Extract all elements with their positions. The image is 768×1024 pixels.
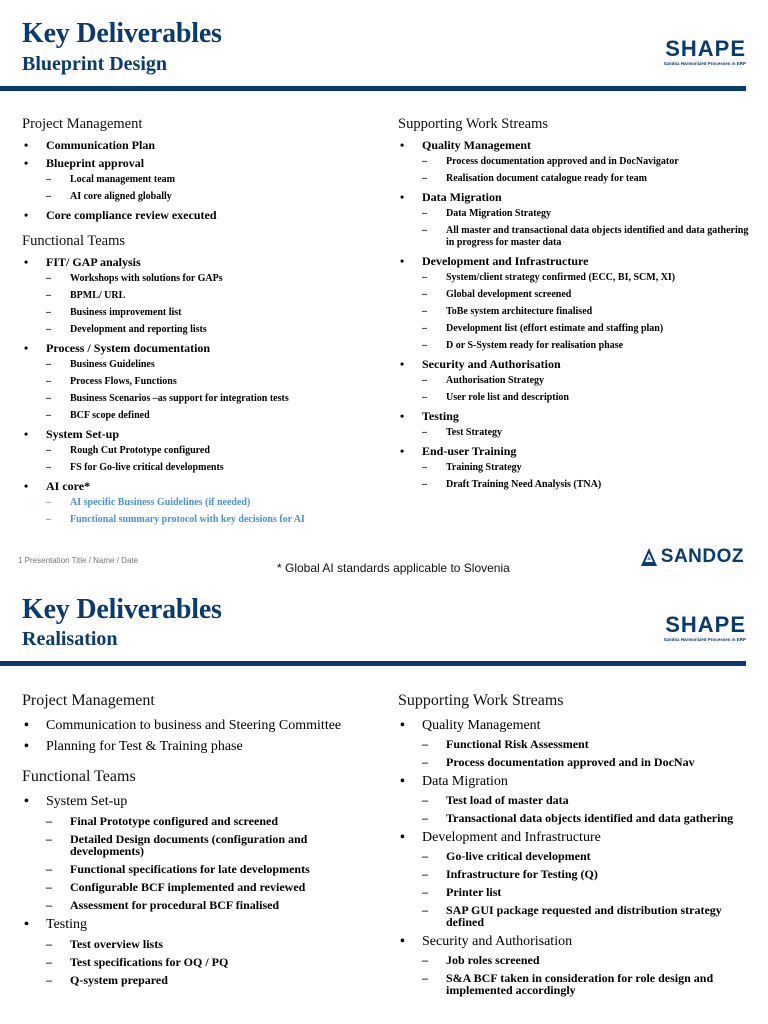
sub-list-item-label: Transactional data objects identified and data gathering: [446, 811, 734, 825]
sub-list-item-label: Realisation document catalogue ready for team: [446, 173, 647, 184]
dash-icon: –: [46, 514, 51, 525]
sub-list-item-label: Process documentation approved and in DocNavigator: [446, 156, 679, 167]
sub-list-item: [22, 273, 382, 285]
dash-icon: –: [422, 737, 428, 751]
dash-icon: –: [422, 903, 428, 917]
section: [22, 233, 382, 526]
list-item-label: FIT/ GAP analysis: [46, 255, 141, 269]
sub-list-item: [398, 886, 758, 898]
left-column: [22, 116, 382, 536]
dash-icon: –: [46, 937, 52, 951]
section-heading: Supporting Work Streams: [398, 692, 564, 709]
sub-list-item-label: Process documentation approved and in DocNav: [446, 755, 695, 769]
shape-logo: [636, 38, 746, 66]
bullet-icon: •: [400, 718, 405, 733]
bullet-icon: •: [400, 444, 405, 458]
sub-list-item: [398, 208, 758, 220]
sub-list-item-label: Business Guidelines: [70, 359, 155, 370]
dash-icon: –: [46, 862, 52, 876]
sub-list-item-label: Test specifications for OQ / PQ: [70, 955, 229, 969]
list-item-label: Security and Authorisation: [422, 357, 561, 371]
list-item: [22, 208, 382, 223]
section-heading: Supporting Work Streams: [398, 116, 549, 132]
sub-list-item-label: BPML/ URL: [70, 290, 126, 301]
sub-list-item: [22, 881, 382, 893]
bullet-icon: •: [400, 774, 405, 789]
list-item: [22, 156, 382, 171]
sub-list-item: [22, 863, 382, 875]
dash-icon: –: [46, 955, 52, 969]
dash-icon: –: [422, 225, 427, 236]
sub-list-item: [22, 393, 382, 405]
sub-list-item-label: Workshops with solutions for GAPs: [70, 273, 223, 284]
bullet-icon: •: [400, 138, 405, 152]
shape-logo-tagline: Sandoz Harmonized Processes in ERP: [663, 61, 746, 66]
dash-icon: –: [422, 479, 427, 490]
dash-icon: –: [46, 324, 51, 335]
dash-icon: –: [422, 462, 427, 473]
footnote: * Global AI standards applicable to Slovenia: [277, 561, 510, 575]
list-item: [22, 917, 382, 932]
list-item-label: Data Migration: [422, 774, 508, 789]
sub-list-item: [398, 794, 758, 806]
sub-list-item: [398, 375, 758, 387]
bullet-icon: •: [400, 357, 405, 371]
header-divider: [0, 86, 746, 91]
sub-list-item: [398, 738, 758, 750]
sub-list-item: [22, 174, 382, 186]
dash-icon: –: [46, 462, 51, 473]
shape-logo-word: SHAPE: [665, 612, 746, 637]
sub-list-item: [22, 974, 382, 986]
sub-list-item-label: Functional summary protocol with key decisions for AI: [70, 514, 305, 525]
sub-list-item-label: AI specific Business Guidelines (if needed): [70, 497, 251, 508]
list-item: [22, 479, 382, 494]
sub-list-item: [398, 850, 758, 862]
sub-list-item-label: AI core aligned globally: [70, 191, 172, 202]
dash-icon: –: [46, 393, 51, 404]
slide-title: Key Deliverables: [22, 18, 222, 49]
left-column: [22, 692, 382, 1000]
sub-list-item-label: Business improvement list: [70, 307, 182, 318]
list-item: [22, 794, 382, 809]
list-item-label: Testing: [422, 409, 459, 423]
dash-icon: –: [46, 898, 52, 912]
sub-list-item: [398, 904, 758, 928]
header-divider: [0, 661, 746, 666]
bullet-icon: •: [400, 190, 405, 204]
sub-list-item: [398, 156, 758, 168]
sub-list-item-label: ToBe system architecture finalised: [446, 306, 593, 317]
list-item-label: Core compliance review executed: [46, 208, 217, 222]
section-heading: Functional Teams: [22, 768, 136, 785]
list-item-label: Planning for Test & Training phase: [46, 739, 243, 754]
sub-list-item: [398, 392, 758, 404]
bullet-icon: •: [24, 208, 29, 222]
sub-list-item-label: Detailed Design documents (configuration and developments): [70, 832, 308, 858]
list-item: [398, 357, 758, 372]
sub-list-item: [22, 445, 382, 457]
dash-icon: –: [46, 445, 51, 456]
dash-icon: –: [422, 323, 427, 334]
sub-list-item-label: Authorisation Strategy: [446, 375, 545, 386]
dash-icon: –: [422, 885, 428, 899]
list-item-label: Communication Plan: [46, 138, 156, 152]
sub-list-item: [398, 323, 758, 335]
list-item: [398, 444, 758, 459]
bullet-icon: •: [24, 138, 29, 152]
list-item-label: Security and Authorisation: [422, 934, 573, 949]
section-heading: Project Management: [22, 116, 143, 132]
sub-list-item: [22, 815, 382, 827]
sandoz-logo: [641, 546, 744, 568]
list-item: [398, 830, 758, 845]
section: [398, 116, 758, 491]
sub-list-item: [398, 289, 758, 301]
sub-list-item: [398, 812, 758, 824]
sub-list-item-label: Training Strategy: [446, 462, 522, 473]
shape-logo-word: SHAPE: [665, 36, 746, 61]
list-item: [22, 427, 382, 442]
dash-icon: –: [422, 272, 427, 283]
sub-list-item: [22, 833, 382, 857]
dash-icon: –: [46, 191, 51, 202]
sandoz-logo-word: SANDOZ: [660, 546, 744, 567]
list-item-label: System Set-up: [46, 427, 120, 441]
dash-icon: –: [422, 306, 427, 317]
sub-list-item-label: Development and reporting lists: [70, 324, 207, 335]
section: [398, 692, 758, 996]
list-item-label: System Set-up: [46, 794, 128, 809]
list-item-label: Quality Management: [422, 718, 541, 733]
dash-icon: –: [46, 973, 52, 987]
sub-list-item: [398, 427, 758, 439]
sub-list-item-label: D or S-System ready for realisation phase: [446, 340, 624, 351]
sub-list-item-label: Assessment for procedural BCF finalised: [70, 898, 280, 912]
dash-icon: –: [46, 832, 52, 846]
section: [22, 116, 382, 223]
bullet-icon: •: [400, 934, 405, 949]
sub-list-item-label: Go-live critical development: [446, 849, 591, 863]
bullet-icon: •: [400, 830, 405, 845]
right-column: [398, 692, 758, 1006]
dash-icon: –: [422, 392, 427, 403]
list-item-label: Quality Management: [422, 138, 531, 152]
sub-list-item: [22, 359, 382, 371]
list-item-label: Data Migration: [422, 190, 502, 204]
sub-list-item: [22, 191, 382, 203]
list-item: [22, 138, 382, 153]
sub-list-item-label: Process Flows, Functions: [70, 376, 177, 387]
sub-list-item: [398, 225, 758, 249]
sub-list-item-label: Development list (effort estimate and staffing plan): [446, 323, 664, 334]
list-item-label: Development and Infrastructure: [422, 254, 589, 268]
sub-list-item: [398, 272, 758, 284]
list-item: [22, 718, 382, 733]
bullet-icon: •: [24, 718, 29, 733]
list-item: [398, 718, 758, 733]
footer-text: 1 Presentation Title / Name / Date: [18, 556, 139, 565]
list-item-label: End-user Training: [422, 444, 517, 458]
list-item-label: Blueprint approval: [46, 156, 145, 170]
dash-icon: –: [46, 307, 51, 318]
dash-icon: –: [422, 755, 428, 769]
sandoz-triangle-icon: [641, 548, 657, 566]
list-item: [398, 254, 758, 269]
sub-list-item-label: Test Strategy: [446, 427, 503, 438]
dash-icon: –: [422, 811, 428, 825]
sub-list-item-label: Functional specifications for late developments: [70, 862, 310, 876]
dash-icon: –: [46, 290, 51, 301]
dash-icon: –: [422, 375, 427, 386]
sub-list-item-label: Global development screened: [446, 289, 572, 300]
list-item-label: Communication to business and Steering Committee: [46, 718, 342, 733]
sub-list-item-label: Q-system prepared: [70, 973, 168, 987]
sub-list-item-label: Business Scenarios –as support for integration tests: [70, 393, 289, 404]
list-item: [398, 774, 758, 789]
bullet-icon: •: [24, 917, 29, 932]
list-item: [22, 255, 382, 270]
sub-list-item: [398, 756, 758, 768]
shape-logo: [636, 614, 746, 642]
section-heading: Project Management: [22, 692, 155, 709]
sub-list-item-label: Final Prototype configured and screened: [70, 814, 278, 828]
sub-list-item: [22, 376, 382, 388]
sub-list-item: [398, 972, 758, 996]
sub-list-item-label: All master and transactional data objects identified and data gathering in progress for master data: [446, 225, 749, 248]
sub-list-item-label: Local management team: [70, 174, 175, 185]
dash-icon: –: [422, 971, 428, 985]
dash-icon: –: [46, 814, 52, 828]
list-item-label: AI core*: [46, 479, 91, 493]
slide-title: Key Deliverables: [22, 594, 222, 625]
sub-list-item: [22, 410, 382, 422]
dash-icon: –: [422, 289, 427, 300]
bullet-icon: •: [400, 409, 405, 423]
bullet-icon: •: [24, 341, 29, 355]
sub-list-item: [22, 307, 382, 319]
sub-list-item: [22, 497, 382, 509]
sub-list-item-label: FS for Go-live critical developments: [70, 462, 224, 473]
sub-list-item-label: Printer list: [446, 885, 502, 899]
sub-list-item-label: Rough Cut Prototype configured: [70, 445, 210, 456]
sub-list-item-label: SAP GUI package requested and distribution strategy defined: [446, 903, 722, 929]
sub-list-item-label: System/client strategy confirmed (ECC, BI, SCM, XI): [446, 272, 676, 283]
sub-list-item: [22, 324, 382, 336]
dash-icon: –: [422, 849, 428, 863]
sub-list-item-label: Draft Training Need Analysis (TNA): [446, 479, 602, 490]
sub-list-item-label: Configurable BCF implemented and reviewed: [70, 880, 306, 894]
sub-list-item-label: Test load of master data: [446, 793, 569, 807]
sub-list-item: [22, 938, 382, 950]
dash-icon: –: [422, 793, 428, 807]
slide-realisation: [0, 582, 768, 1024]
list-item-label: Process / System documentation: [46, 341, 211, 355]
dash-icon: –: [46, 376, 51, 387]
sub-list-item: [22, 514, 382, 526]
dash-icon: –: [46, 497, 51, 508]
sub-list-item: [22, 956, 382, 968]
dash-icon: –: [422, 208, 427, 219]
list-item-label: Testing: [46, 917, 88, 932]
list-item: [22, 341, 382, 356]
dash-icon: –: [422, 173, 427, 184]
sub-list-item-label: Data Migration Strategy: [446, 208, 551, 219]
list-item: [398, 934, 758, 949]
list-item: [22, 739, 382, 754]
dash-icon: –: [422, 953, 428, 967]
sub-list-item: [398, 868, 758, 880]
sub-list-item: [22, 899, 382, 911]
sub-list-item-label: Functional Risk Assessment: [446, 737, 589, 751]
list-item: [398, 190, 758, 205]
slide-subtitle: Blueprint Design: [22, 53, 168, 75]
section: [22, 768, 382, 986]
sub-list-item-label: User role list and description: [446, 392, 569, 403]
dash-icon: –: [46, 359, 51, 370]
sub-list-item: [398, 462, 758, 474]
section: [22, 692, 382, 754]
dash-icon: –: [46, 174, 51, 185]
bullet-icon: •: [24, 255, 29, 269]
sub-list-item: [22, 462, 382, 474]
bullet-icon: •: [24, 427, 29, 441]
sub-list-item: [398, 173, 758, 185]
sub-list-item-label: Test overview lists: [70, 937, 163, 951]
shape-logo-tagline: Sandoz Harmonized Processes in ERP: [663, 637, 746, 642]
list-item: [398, 409, 758, 424]
sub-list-item: [398, 954, 758, 966]
bullet-icon: •: [400, 254, 405, 268]
sub-list-item-label: Infrastructure for Testing (Q): [446, 867, 598, 881]
dash-icon: –: [422, 427, 427, 438]
bullet-icon: •: [24, 739, 29, 754]
slide-subtitle: Realisation: [22, 628, 118, 650]
dash-icon: –: [422, 867, 428, 881]
dash-icon: –: [46, 273, 51, 284]
list-item-label: Development and Infrastructure: [422, 830, 601, 845]
dash-icon: –: [46, 880, 52, 894]
sub-list-item-label: Job roles screened: [446, 953, 540, 967]
bullet-icon: •: [24, 479, 29, 493]
list-item: [398, 138, 758, 153]
sub-list-item: [398, 306, 758, 318]
sub-list-item-label: BCF scope defined: [70, 410, 150, 421]
sub-list-item: [398, 340, 758, 352]
sub-list-item-label: S&A BCF taken in consideration for role design and implemented accordingly: [446, 971, 714, 997]
bullet-icon: •: [24, 156, 29, 170]
sub-list-item: [22, 290, 382, 302]
bullet-icon: •: [24, 794, 29, 809]
dash-icon: –: [422, 340, 427, 351]
section-heading: Functional Teams: [22, 233, 126, 249]
dash-icon: –: [46, 410, 51, 421]
dash-icon: –: [422, 156, 427, 167]
right-column: [398, 116, 758, 501]
sub-list-item: [398, 479, 758, 491]
